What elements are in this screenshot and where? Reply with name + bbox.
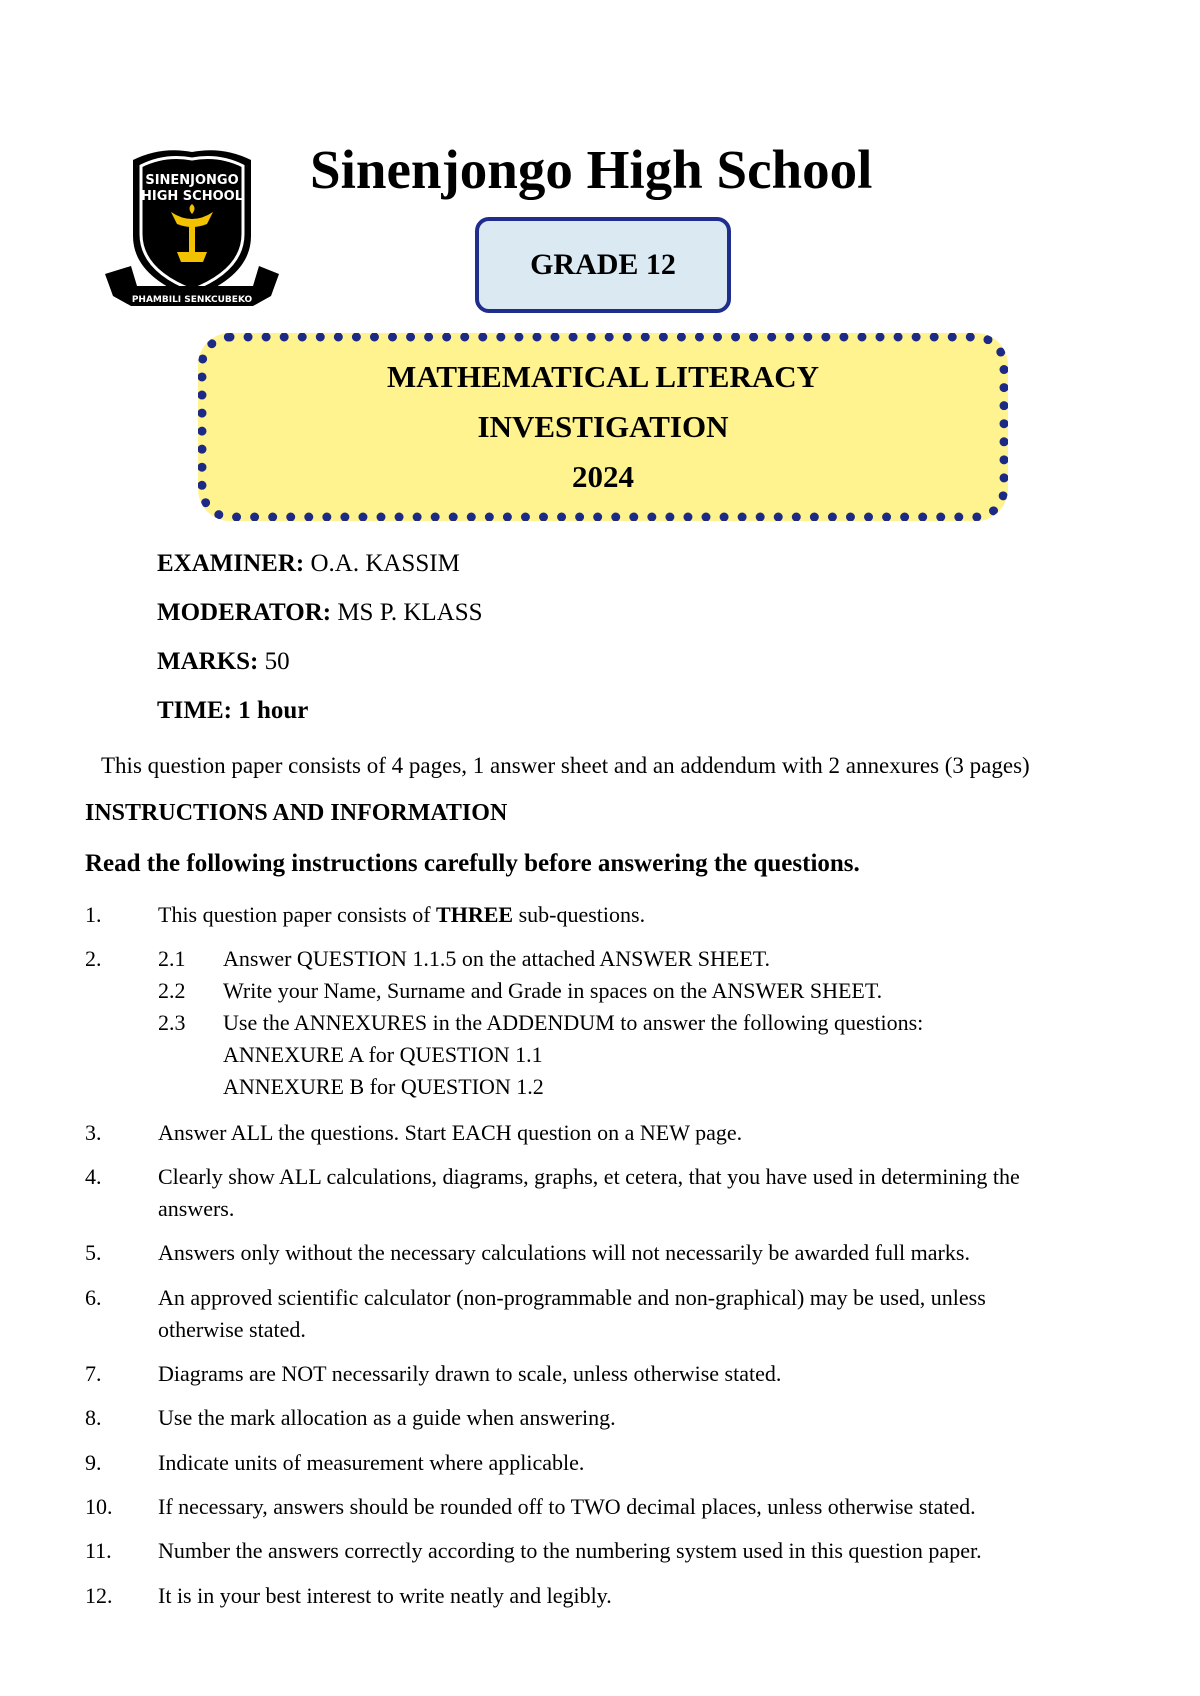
logo-text-top: SINENJONGO — [145, 173, 239, 188]
moderator-value: MS P. KLASS — [337, 599, 483, 626]
paper-contents-note: This question paper consists of 4 pages, 1 answer sheet and an addendum with 2 annexures (3 pages) — [101, 753, 1030, 778]
instructions-heading: INSTRUCTIONS AND INFORMATION — [85, 800, 508, 826]
examiner-line — [157, 550, 460, 578]
instructions-subheading: Read the following instructions carefully before answering the questions. — [85, 850, 860, 877]
grade-label: GRADE 12 — [530, 248, 676, 281]
subject-line-3: 2024 — [572, 459, 634, 494]
examiner-value: O.A. KASSIM — [310, 550, 460, 577]
school-crest-logo — [103, 146, 281, 314]
moderator-label: MODERATOR: — [157, 599, 332, 626]
marks-value: 50 — [264, 648, 290, 675]
marks-label: MARKS: — [157, 648, 259, 675]
instruction-number: 2. — [85, 946, 102, 971]
grade-box — [475, 217, 731, 313]
marks-line — [157, 648, 290, 676]
subject-line-1: MATHEMATICAL LITERACY — [386, 359, 820, 394]
logo-motto: PHAMBILI SENKCUBEKO — [131, 295, 253, 305]
time-value: 1 hour — [238, 697, 309, 724]
subject-title-box — [198, 333, 1008, 521]
moderator-line — [157, 599, 483, 627]
time-label: TIME: — [157, 697, 232, 724]
instruction-number: 1. — [85, 902, 102, 927]
time-line — [157, 697, 308, 725]
logo-text-bottom: HIGH SCHOOL — [141, 189, 243, 204]
instruction-text: This question paper consists of THREE sub-questions. — [158, 902, 646, 927]
subject-line-2: INVESTIGATION — [477, 409, 729, 444]
examiner-label: EXAMINER: — [157, 550, 305, 577]
school-name-title: Sinenjongo High School — [310, 139, 873, 200]
